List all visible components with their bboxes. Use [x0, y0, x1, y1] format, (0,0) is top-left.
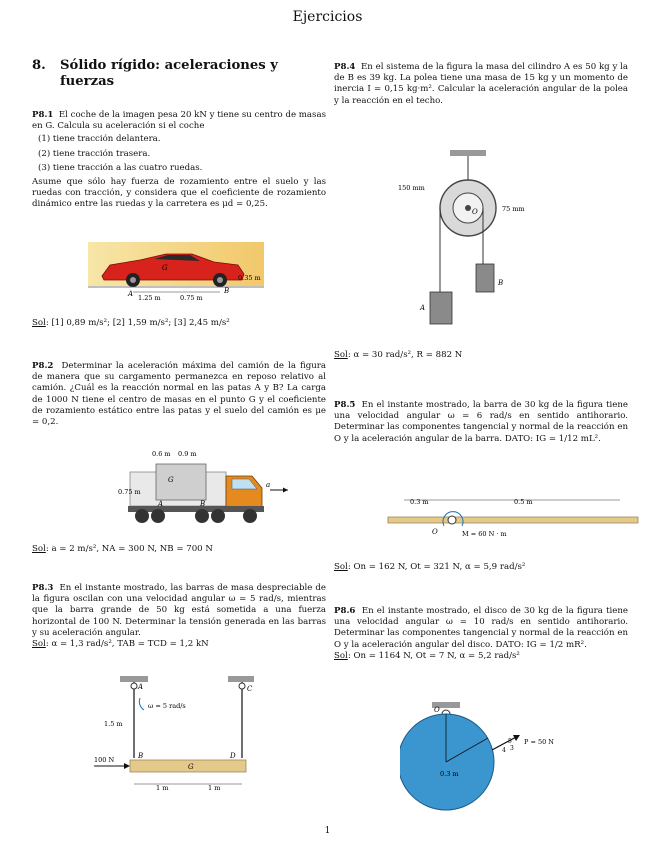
label-d: D — [230, 752, 236, 760]
pivot-o — [448, 516, 456, 524]
p82-text: Determinar la aceleración máxima del camión de la figura de manera que su cargamento permanezca en reposo relativo al camión. ¿Cuál es la reacción normal en las patas A y B? La carga de 1000 N tiene el centro de masas en el punto G y el coeficiente de rozamiento estático entre las patas y el suelo del camión es μe = 0,2. — [32, 361, 326, 428]
label-force: 100 N — [94, 756, 115, 764]
dim-2: 0.75 m — [180, 294, 203, 302]
label-p: P = 50 N — [524, 738, 554, 746]
p83-statement — [32, 583, 326, 639]
label-g: G — [162, 264, 168, 272]
label-c: C — [247, 685, 253, 693]
p82-solution-block — [32, 544, 326, 555]
p86-text: En el instante mostrado, el disco de 30 kg de la figura tiene una velocidad angular ω = 10 rad/s en sentido antihorario. Determinar las componentes tangencial y normal de la reacción en O y la aceleración angular del disco. DATO: IG = 1/2 mR². — [334, 606, 629, 650]
label-b: B — [224, 287, 230, 295]
label-r: 0.3 m — [440, 770, 459, 778]
problem-p85 — [334, 400, 628, 445]
label-accel: a — [266, 481, 271, 489]
ceiling-support — [450, 150, 486, 156]
p81-text: El coche de la imagen pesa 20 kN y tiene su centro de masas en G. Calcula su aceleración si el coche — [32, 110, 326, 132]
dim-1: 1.25 m — [138, 294, 161, 302]
section-title: Sólido rígido: aceleraciones y fuerzas — [60, 58, 278, 89]
dim-1: 0.3 m — [410, 498, 429, 506]
list-item: (1) tiene tracción delantera. — [38, 134, 161, 145]
p81-id: P8.1 — [32, 110, 54, 120]
p84-statement — [334, 62, 628, 107]
label-omega: ω = 5 rad/s — [148, 702, 186, 710]
wheel — [135, 509, 149, 523]
label-b: B — [200, 500, 206, 508]
p81-text2: Asume que sólo hay fuerza de rozamiento entre el suelo y las ruedas con tracción, y considera que el coeficiente de rozamiento dinámico entre las ruedas y la carretera es μd = 0,25. — [32, 177, 326, 210]
page-number: 1 — [324, 826, 331, 836]
problem-p81 — [32, 110, 326, 211]
dim-r2: 75 mm — [502, 205, 525, 213]
p84-id: P8.4 — [334, 62, 356, 72]
p84-text: En el sistema de la figura la masa del cilindro A es 50 kg y la de B es 39 kg. La polea tiene una masa de 15 kg y un momento de inercia I = 0,15 kg·m². Calcular la aceleración angular de la polea y la reacción en el techo. — [334, 62, 628, 106]
p84-solution: Sol: α = 30 rad/s², R = 882 N — [334, 350, 463, 360]
wheel — [195, 509, 209, 523]
p82-solution: Sol: a = 2 m/s², NA = 300 N, NB = 700 N — [32, 544, 213, 554]
label-o: O — [432, 528, 438, 536]
p86-statement — [334, 606, 628, 651]
p81-statement — [32, 110, 326, 132]
wheel — [151, 509, 165, 523]
slope-3: 3 — [510, 745, 514, 752]
support-a — [120, 676, 148, 682]
label-b: B — [138, 752, 144, 760]
pulley-figure — [396, 150, 556, 328]
p85-statement — [334, 400, 628, 445]
p86-id: P8.6 — [334, 606, 356, 616]
cargo-box — [156, 464, 206, 500]
dim-1: 0.6 m — [152, 450, 171, 458]
wheel — [243, 509, 257, 523]
dim-h: 0.35 m — [238, 274, 261, 282]
p84-solution-block — [334, 350, 628, 361]
truck-figure — [112, 448, 292, 528]
rod — [388, 517, 638, 523]
label-a: A — [158, 500, 164, 508]
label-g: G — [188, 763, 194, 771]
left-column — [32, 58, 326, 90]
p82-statement — [32, 361, 326, 428]
problem-p83 — [32, 583, 326, 650]
cylinder-b — [476, 264, 494, 292]
slope-5: 5 — [508, 738, 512, 745]
p83-id: P8.3 — [32, 583, 54, 593]
dim-r1: 150 mm — [398, 184, 425, 192]
p85-id: P8.5 — [334, 400, 356, 410]
label-a: A — [420, 304, 426, 312]
cylinder-a — [430, 292, 452, 324]
dim-2: 0.5 m — [514, 498, 533, 506]
dim-h: 1.5 m — [104, 720, 123, 728]
p81-solution-block — [32, 318, 326, 329]
p85-solution: Sol: On = 162 N, Ot = 321 N, α = 5,9 rad/s² — [334, 562, 526, 572]
label-b: B — [498, 279, 504, 287]
dim-2: 0.9 m — [178, 450, 197, 458]
label-g: G — [168, 476, 174, 484]
dim-1: 1 m — [156, 784, 169, 792]
section-number: 8. — [32, 58, 46, 73]
car-figure — [88, 240, 266, 302]
section-heading — [32, 58, 326, 90]
p81-solution: Sol: [1] 0,89 m/s²; [2] 1,59 m/s²; [3] 2,45 m/s² — [32, 318, 230, 328]
list-item: (3) tiene tracción a las cuatro ruedas. — [38, 162, 203, 173]
label-moment: M = 60 N · m — [462, 530, 507, 538]
slope-4: 4 — [502, 747, 506, 754]
label-o: O — [472, 208, 478, 216]
p82-id: P8.2 — [32, 361, 54, 371]
label-o: O — [434, 706, 440, 714]
p85-solution-block — [334, 562, 628, 573]
p83-solution: Sol: α = 1,3 rad/s², TAB = TCD = 1,2 kN — [32, 639, 209, 650]
rod-figure — [384, 492, 644, 542]
problem-p82 — [32, 361, 326, 428]
list-item: (2) tiene tracción trasera. — [38, 148, 151, 159]
wheel — [211, 509, 225, 523]
p86-solution: Sol: On = 1164 N, Ot = 7 N, α = 5,2 rad/s² — [334, 650, 520, 661]
page-title: Ejercicios — [292, 9, 363, 25]
label-a: A — [128, 290, 134, 298]
disk — [400, 714, 494, 810]
p83-text: En el instante mostrado, las barras de masa despreciable de la figura oscilan con una velocidad angular ω = 5 rad/s, mientras que la barra grande de 50 kg está sometida a una fuerza horizontal de 100 N. Determinar la tensión generada en las barras y su aceleración angular. — [32, 583, 326, 638]
dim-2: 1 m — [208, 784, 221, 792]
bars-figure — [92, 672, 262, 800]
dim-h: 0.75 m — [118, 488, 141, 496]
p81-list — [38, 134, 326, 174]
p85-text: En el instante mostrado, la barra de 30 kg de la figura tiene una velocidad angular ω = 6 rad/s en sentido antihorario. Determinar las componentes tangencial y normal de la reacción en O y la aceleración angular de la barra. DATO: IG = 1/12 mL². — [334, 400, 629, 444]
problem-p86 — [334, 606, 628, 662]
disk-figure — [400, 700, 580, 818]
support-c — [228, 676, 254, 682]
problem-p84 — [334, 62, 628, 107]
label-a: A — [138, 683, 144, 691]
omega-arrow — [139, 698, 144, 710]
